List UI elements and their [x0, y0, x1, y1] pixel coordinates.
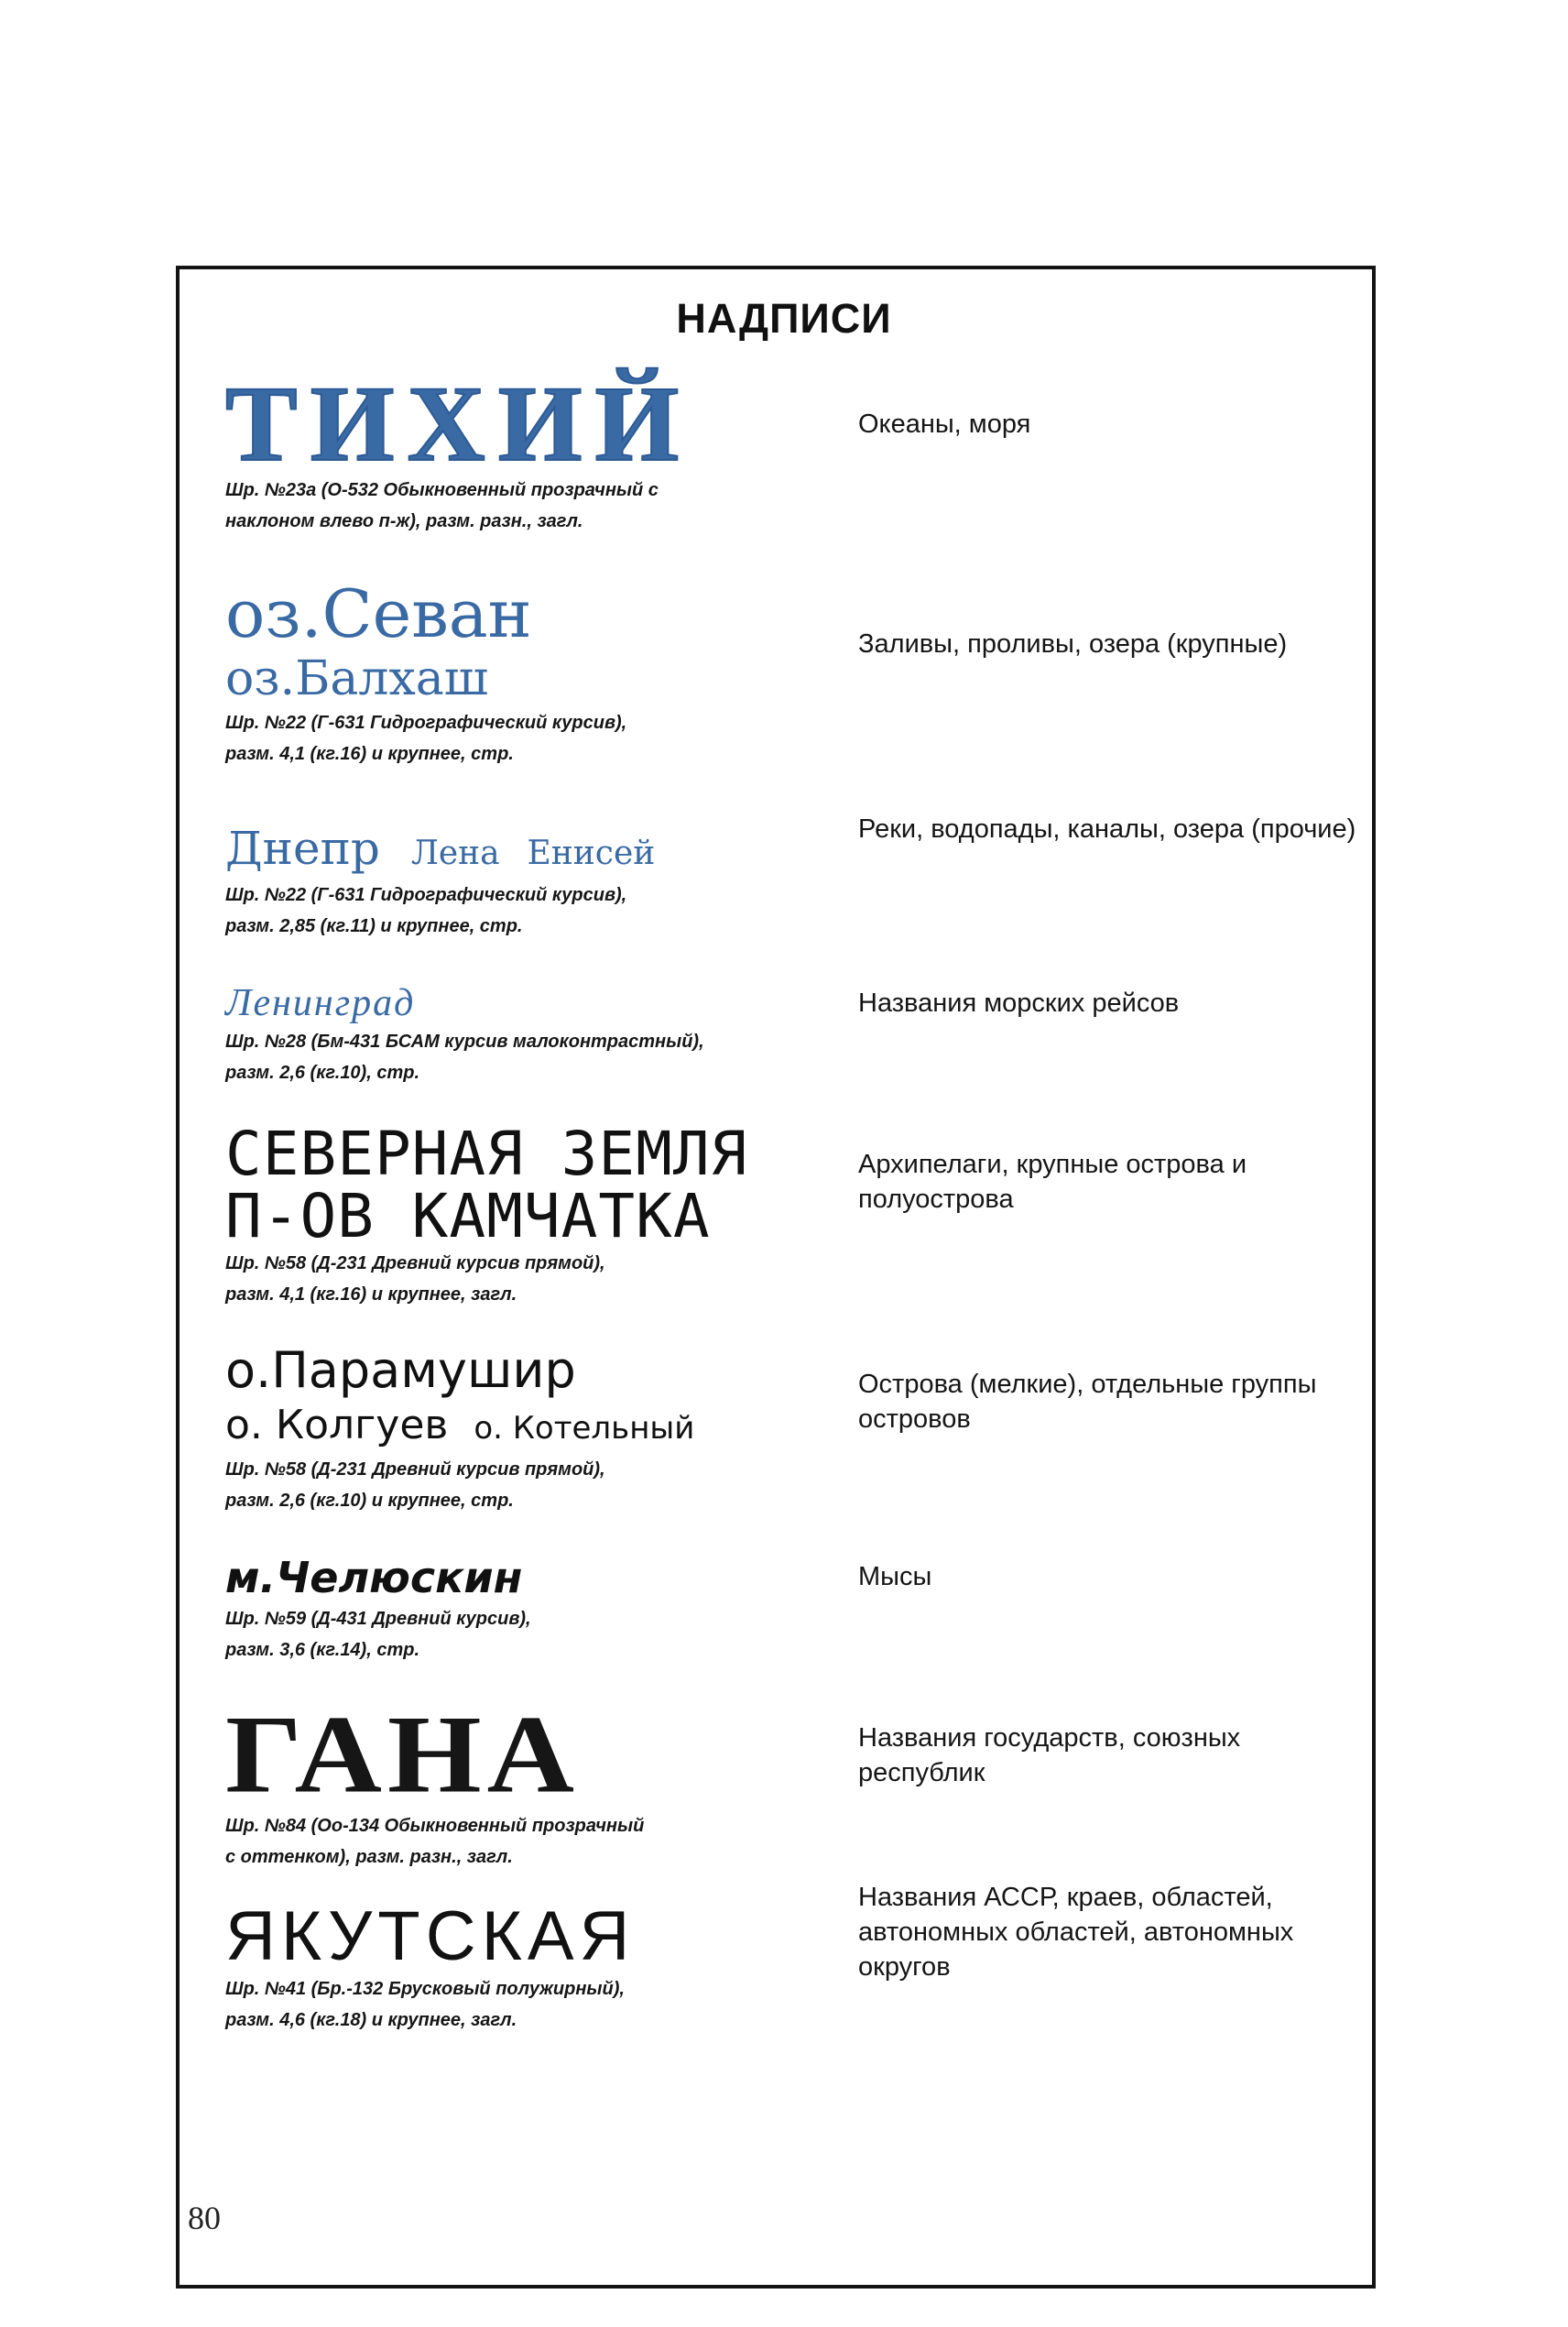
entry-routes	[225, 980, 704, 1088]
entry-islands	[225, 1341, 694, 1516]
spec-line: Шр. №41 (Бр.-132 Брусковый полужирный),	[225, 1979, 625, 1999]
sample-sevan: оз.Севан	[225, 575, 532, 652]
entry-gulfs	[225, 577, 626, 770]
spec-line: Шр. №23а (О-532 Обыкновенный прозрачный с	[225, 480, 659, 500]
entry-rivers	[225, 823, 655, 942]
description-archipelagos: Архипелаги, крупные острова и полуострова	[858, 1150, 1247, 1214]
sample-lena: Лена	[410, 835, 500, 872]
spec-line: Шр. №58 (Д-231 Древний курсив прямой),	[225, 1253, 605, 1273]
sample-paramushir: о.Парамушир	[225, 1341, 576, 1399]
sample-islands-row	[225, 1400, 694, 1454]
spec-line: Шр. №22 (Г-631 Гидрографический курсив),	[225, 713, 627, 733]
entry-states	[225, 1691, 645, 1873]
sample-ghana: ГАНА	[225, 1691, 580, 1817]
sample-kolguev: о. Колгуев	[225, 1402, 449, 1448]
sample-yakutskaya: ЯКУТСКАЯ	[225, 1897, 636, 1975]
page-title: НАДПИСИ	[676, 295, 892, 342]
page-number: 80	[188, 2200, 221, 2236]
description-states: Названия государств, союзных республик	[858, 1723, 1241, 1787]
sample-north-land: СЕВЕРНАЯ ЗЕМЛЯ	[225, 1119, 748, 1189]
description-regions: Названия АССР, краев, областей, автономных областей, автономных округов	[858, 1883, 1294, 1982]
sample-kamchatka: П-ОВ КАМЧАТКА	[225, 1181, 711, 1251]
spec-line: разм. 2,85 (кг.11) и крупнее, стр.	[225, 916, 523, 936]
spec-line: разм. 3,6 (кг.14), стр.	[225, 1640, 420, 1660]
sample-dnepr: Днепр	[225, 822, 380, 875]
entry-oceans	[225, 364, 692, 537]
spec-line: наклоном влево п-ж), разм. разн., загл.	[225, 511, 583, 531]
description-rivers: Реки, водопады, каналы, озера (прочие)	[858, 814, 1356, 844]
spec-line: разм. 4,1 (кг.16) и крупнее, стр.	[225, 744, 514, 764]
spec-line: Шр. №28 (Бм-431 БСАМ курсив малоконтрастный),	[225, 1032, 704, 1052]
spec-line: разм. 2,6 (кг.10) и крупнее, стр.	[225, 1491, 514, 1511]
spec-line: Шр. №22 (Г-631 Гидрографический курсив),	[225, 885, 627, 905]
spec-line: Шр. №58 (Д-231 Древний курсив прямой),	[225, 1459, 605, 1480]
spec-line: разм. 4,1 (кг.16) и крупнее, загл.	[225, 1284, 517, 1305]
spec-line: Шр. №84 (Оо-134 Обыкновенный прозрачный	[225, 1816, 645, 1836]
description-capes: Мысы	[858, 1562, 932, 1591]
entry-capes	[225, 1552, 531, 1666]
sample-kotelny: о. Котельный	[474, 1410, 695, 1447]
sample-yenisei: Енисей	[527, 835, 656, 872]
spec-line: разм. 4,6 (кг.18) и крупнее, загл.	[225, 2010, 517, 2030]
entry-regions	[225, 1897, 636, 2036]
entry-archipelagos	[225, 1119, 748, 1310]
spec-line: разм. 2,6 (кг.10), стр.	[225, 1063, 420, 1083]
description-routes: Названия морских рейсов	[858, 989, 1180, 1018]
description-gulfs: Заливы, проливы, озера (крупные)	[858, 629, 1288, 659]
description-islands: Острова (мелкие), отдельные группы островов	[858, 1370, 1317, 1434]
sample-chelyuskin: м.Челюскин	[225, 1553, 523, 1602]
sample-leningrad: Ленинград	[225, 982, 416, 1024]
sample-rivers	[225, 823, 655, 879]
spec-line: Шр. №59 (Д-431 Древний курсив),	[225, 1609, 531, 1629]
sample-pacific: ТИХИЙ	[225, 364, 692, 484]
description-oceans: Океаны, моря	[858, 410, 1031, 439]
spec-line: с оттенком), разм. разн., загл.	[225, 1847, 513, 1867]
sample-balkhash: оз.Балхаш	[225, 651, 489, 706]
